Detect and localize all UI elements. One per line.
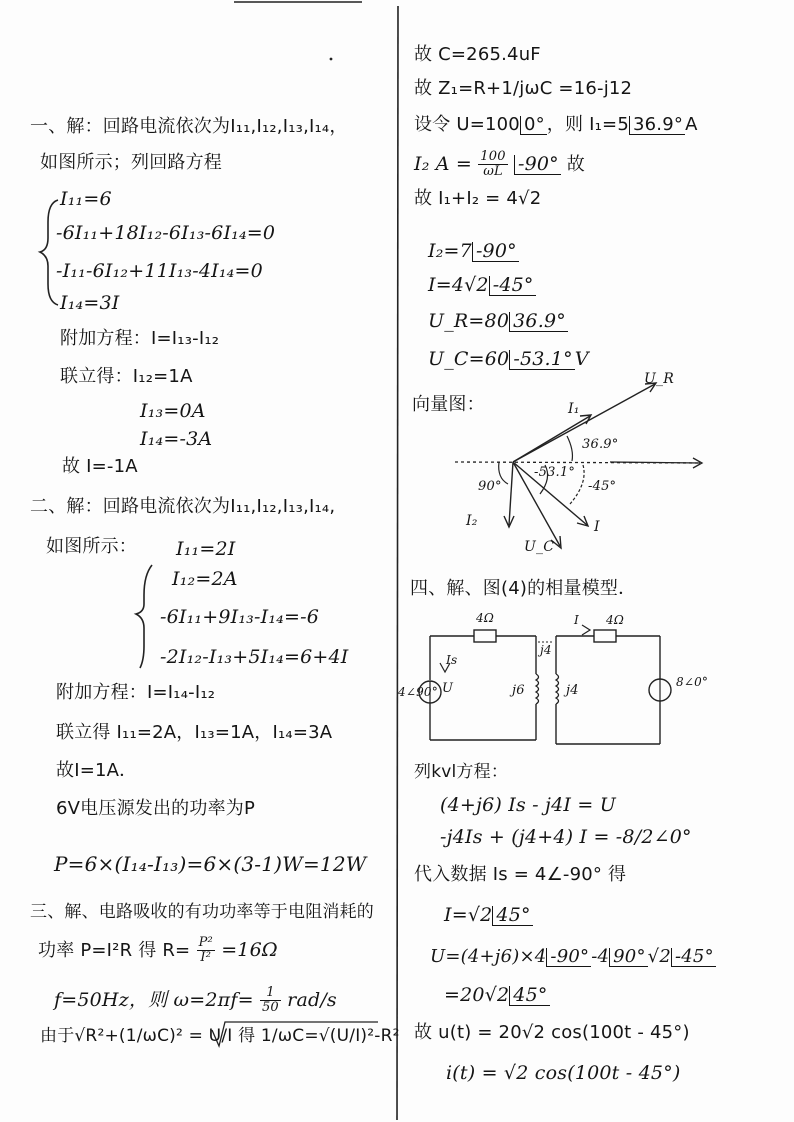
p1-r2: I₁₃=0A [140, 400, 206, 422]
phasor-title: 向量图： [412, 394, 485, 415]
c-src1: 4∠90° [398, 685, 438, 699]
p3-title: 三、解、电路吸收的有功功率等于电阻消耗的 [30, 902, 374, 922]
mesh-label: 列kvl方程： [414, 762, 509, 782]
p1-eq4: I₁₄=3I [60, 292, 120, 314]
column-divider [397, 6, 398, 1120]
r-line7: I=4√2 -45° [428, 274, 534, 296]
c-is: Is [446, 653, 458, 667]
p1-subtitle: 如图所示；列回路方程 [40, 152, 222, 173]
label-90: 90° [478, 479, 502, 494]
r-line8: U_R=80 36.9° [428, 310, 566, 332]
p1-eq1: I₁₁=6 [60, 188, 112, 210]
p2-power: P=6×(I₁₄-I₁₃)=6×(3-1)W=12W [54, 852, 367, 876]
p2-eq3: -6I₁₁+9I₁₃-I₁₄=-6 [160, 606, 319, 628]
label-45: -45° [588, 479, 617, 494]
c-src2: 8∠0° [676, 675, 709, 689]
resistor-2 [594, 630, 616, 642]
p2-eq1: I₁₁=2I [176, 538, 236, 560]
p1-answer: 故 I=-1A [62, 456, 138, 477]
r-line6: I₂=7 -90° [428, 240, 517, 262]
r-line9: U_C=60 -53.1° V [428, 348, 589, 370]
inductor-j6 [536, 674, 539, 704]
phasor-i1 [513, 416, 590, 462]
mesh-eq2: -j4Is + (j4+4) I = -8/2∠0° [440, 826, 692, 848]
inductor-j4 [556, 674, 559, 704]
label-i1: I₁ [568, 401, 580, 417]
p1-eq3: -I₁₁-6I₁₂+11I₁₃-4I₁₄=0 [56, 260, 263, 282]
p2-solve: 联立得 I₁₁=2A，I₁₃=1A，I₁₄=3A [56, 722, 333, 743]
p3-l2-text: 功率 P=I²R 得 R= [38, 939, 191, 961]
c-u: U [442, 681, 454, 696]
r-line2: 故 Z₁=R+1/jωC =16-j12 [414, 78, 633, 99]
p3-line2 [38, 936, 278, 966]
r-line1: 故 C=265.4uF [414, 44, 541, 65]
p1-title: 一、解：回路电流依次为I₁₁,I₁₂,I₁₃,I₁₄， [30, 116, 348, 137]
p2-power-text: 6V电压源发出的功率为P [56, 798, 256, 819]
p2-eq4: -2I₁₂-I₁₃+5I₁₄=6+4I [160, 646, 349, 668]
ink-dot [330, 58, 333, 61]
p2-aux: 附加方程：I=I₁₄-I₁₂ [56, 682, 216, 703]
label-531: -53.1° [534, 465, 576, 480]
c-j4b: j4 [566, 683, 579, 698]
p3-line3 [54, 986, 337, 1016]
r-line3: 设令 U=100 0° ，则 I₁=5 36.9° A [414, 114, 698, 135]
label-uc: U_C [524, 539, 555, 555]
phasor-i2 [509, 462, 513, 525]
brace-2 [136, 565, 152, 668]
s-line1: I=√2 45° [444, 904, 531, 926]
p2-eq2: I₁₂=2A [172, 568, 238, 590]
final-u: 故 u(t) = 20√2 cos(100t - 45°) [414, 1022, 690, 1043]
substitute: 代入数据 Is = 4∠-90° 得 [414, 864, 627, 885]
p3-l3-unit: rad/s [287, 988, 337, 1011]
label-i2: I₂ [466, 513, 478, 529]
s-line3: =20√2 45° [444, 984, 548, 1006]
arc-369 [567, 436, 572, 461]
c-j6: j6 [512, 683, 525, 698]
c-j4a: j4 [540, 643, 552, 657]
p3-omega-fraction: $\frac{1}{50}$ [261, 985, 279, 1016]
p1-solve: 联立得：I₁₂=1A [60, 366, 193, 387]
c-4ohm-2: 4Ω [606, 613, 624, 627]
p2-answer: 故I=1A． [56, 760, 138, 781]
p1-r3: I₁₄=-3A [140, 428, 213, 450]
p3-l3-text: f=50Hz，则 ω=2πf= [54, 988, 254, 1011]
p2-subtitle: 如图所示： [46, 536, 137, 557]
s-line2: U=(4+j6)×4 -90° -4 90° √2 -45° [430, 946, 714, 967]
p1-aux: 附加方程：I=I₁₃-I₁₂ [60, 328, 220, 349]
c-4ohm-1: 4Ω [476, 611, 494, 625]
r-line4: I₂ A = $\frac{100}{\omega L}$ -90° 故 [414, 149, 585, 180]
label-i: I [594, 519, 600, 535]
p1-eq2: -6I₁₁+18I₁₂-6I₁₃-6I₁₄=0 [56, 222, 276, 244]
r4-fraction: $\frac{100}{\omega L}$ [480, 149, 506, 180]
brace-1 [40, 200, 58, 305]
p3-line4: 由于√R²+(1/ωC)² = U/I 得 1/ωC=√(U/I)²-R² [40, 1026, 400, 1046]
label-ur: U_R [644, 371, 674, 387]
resistor-1 [474, 630, 496, 642]
p2-title: 二、解：回路电流依次为I₁₁,I₁₂,I₁₃,I₁₄, [30, 496, 336, 517]
label-369: 36.9° [582, 437, 619, 452]
c-i: I [574, 613, 579, 627]
final-i: i(t) = √2 cos(100t - 45°) [446, 1062, 681, 1084]
p3-l2-result: =16Ω [221, 938, 278, 961]
r-line5: 故 I₁+I₂ = 4√2 [414, 188, 542, 209]
mesh-eq1: (4+j6) Is - j4I = U [440, 794, 616, 816]
p3-fraction: $\frac{\text{P²}}{\text{I²}}$ [198, 935, 213, 966]
p4-title: 四、解、图(4)的相量模型． [410, 578, 637, 599]
